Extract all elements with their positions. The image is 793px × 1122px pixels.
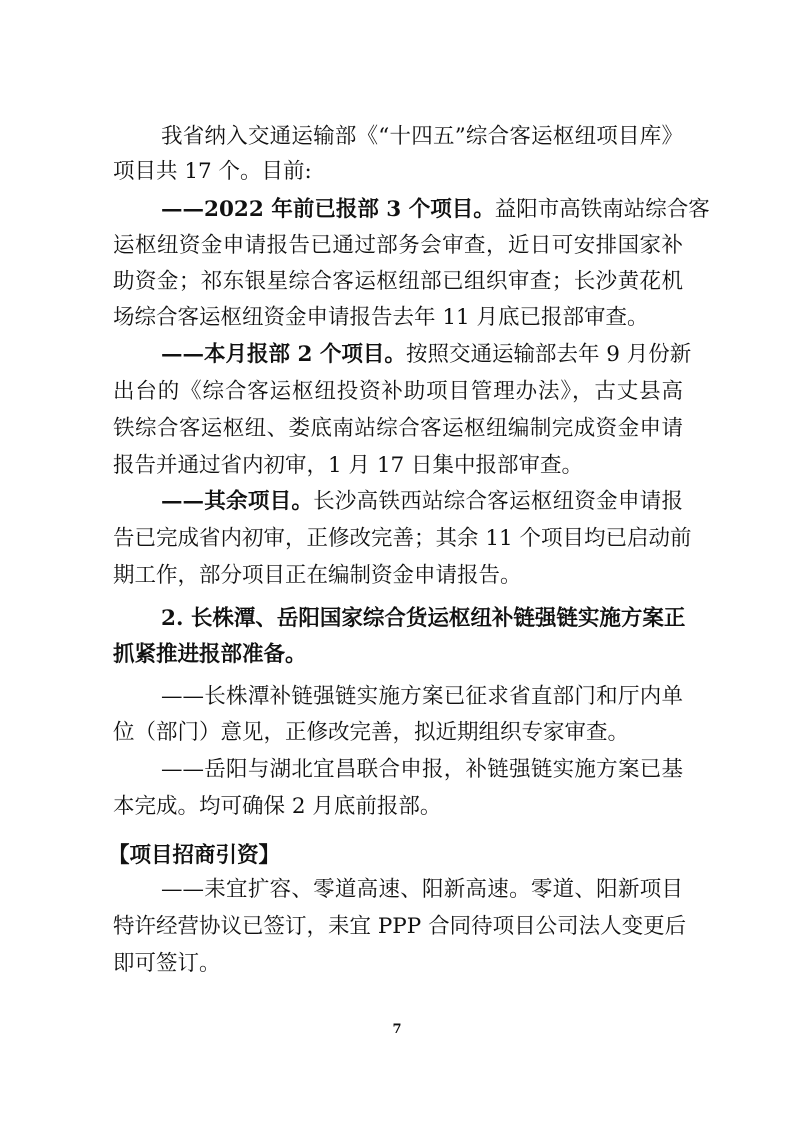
- paragraph-3-line-3: 期工作，部分项目正在编制资金申请报告。: [113, 563, 522, 588]
- paragraph-3-line-1: [161, 487, 683, 517]
- subitem-3-line-1: ——耒宜扩容、零道高速、阳新高速。零道、阳新项目: [161, 877, 683, 902]
- heading-2-line-1: 2. 长株潭、岳阳国家综合货运枢纽补链强链实施方案正: [161, 606, 686, 631]
- subitem-1-line-2: 位（部门）意见，正修改完善，拟近期组织专家审查。: [113, 720, 630, 745]
- subitem-2-line-2: 本完成。均可确保 2 月底前报部。: [113, 794, 442, 819]
- paragraph-1-line-1: [161, 195, 710, 225]
- paragraph-3-line-1-text: 长沙高铁西站综合客运枢纽资金申请报: [313, 489, 683, 514]
- paragraph-2-line-1: [161, 340, 692, 370]
- subitem-1-line-1: ——长株潭补链强链实施方案已征求省直部门和厅内单: [161, 684, 683, 709]
- paragraph-2-line-2: 出台的《综合客运枢纽投资补助项目管理办法》，古丈县高: [113, 379, 683, 404]
- intro-line-1: 我省纳入交通运输部《“十四五”综合客运枢纽项目库》: [161, 124, 683, 149]
- paragraph-2-line-3: 铁综合客运枢纽、娄底南站综合客运枢纽编制完成资金申请: [113, 416, 683, 441]
- paragraph-1-line-3: 助资金；祁东银星综合客运枢纽部已组织审查；长沙黄花机: [113, 269, 683, 294]
- paragraph-2-lead: ——本月报部 2 个项目。: [161, 342, 406, 367]
- paragraph-1-line-2: 运枢纽资金申请报告已通过部务会审查，近日可安排国家补: [113, 233, 683, 258]
- heading-2-line-2: 抓紧推进报部准备。: [113, 642, 307, 667]
- paragraph-3-lead: ——其余项目。: [161, 489, 314, 514]
- subitem-3-line-2: 特许经营协议已签订，耒宜 PPP 合同待项目公司法人变更后: [113, 914, 687, 939]
- paragraph-1-lead: ——2022 年前已报部 3 个项目。: [161, 197, 495, 222]
- paragraph-1-line-1-text: 益阳市高铁南站综合客: [494, 197, 710, 222]
- paragraph-3-line-2: 告已完成省内初审，正修改完善；其余 11 个项目均已启动前: [113, 526, 692, 551]
- subitem-3-line-3: 即可签订。: [113, 951, 221, 976]
- section-title: 【项目招商引资】: [108, 843, 281, 868]
- paragraph-2-line-4: 报告并通过省内初审，1 月 17 日集中报部审查。: [113, 453, 584, 478]
- paragraph-1-line-4: 场综合客运枢纽资金申请报告去年 11 月底已报部审查。: [113, 305, 649, 330]
- subitem-2-line-1: ——岳阳与湖北宜昌联合申报，补链强链实施方案已基: [161, 757, 683, 782]
- paragraph-2-line-1-text: 按照交通运输部去年 9 月份新: [405, 342, 692, 367]
- page-number: 7: [392, 1022, 402, 1037]
- intro-line-2: 项目共 17 个。目前:: [113, 159, 312, 184]
